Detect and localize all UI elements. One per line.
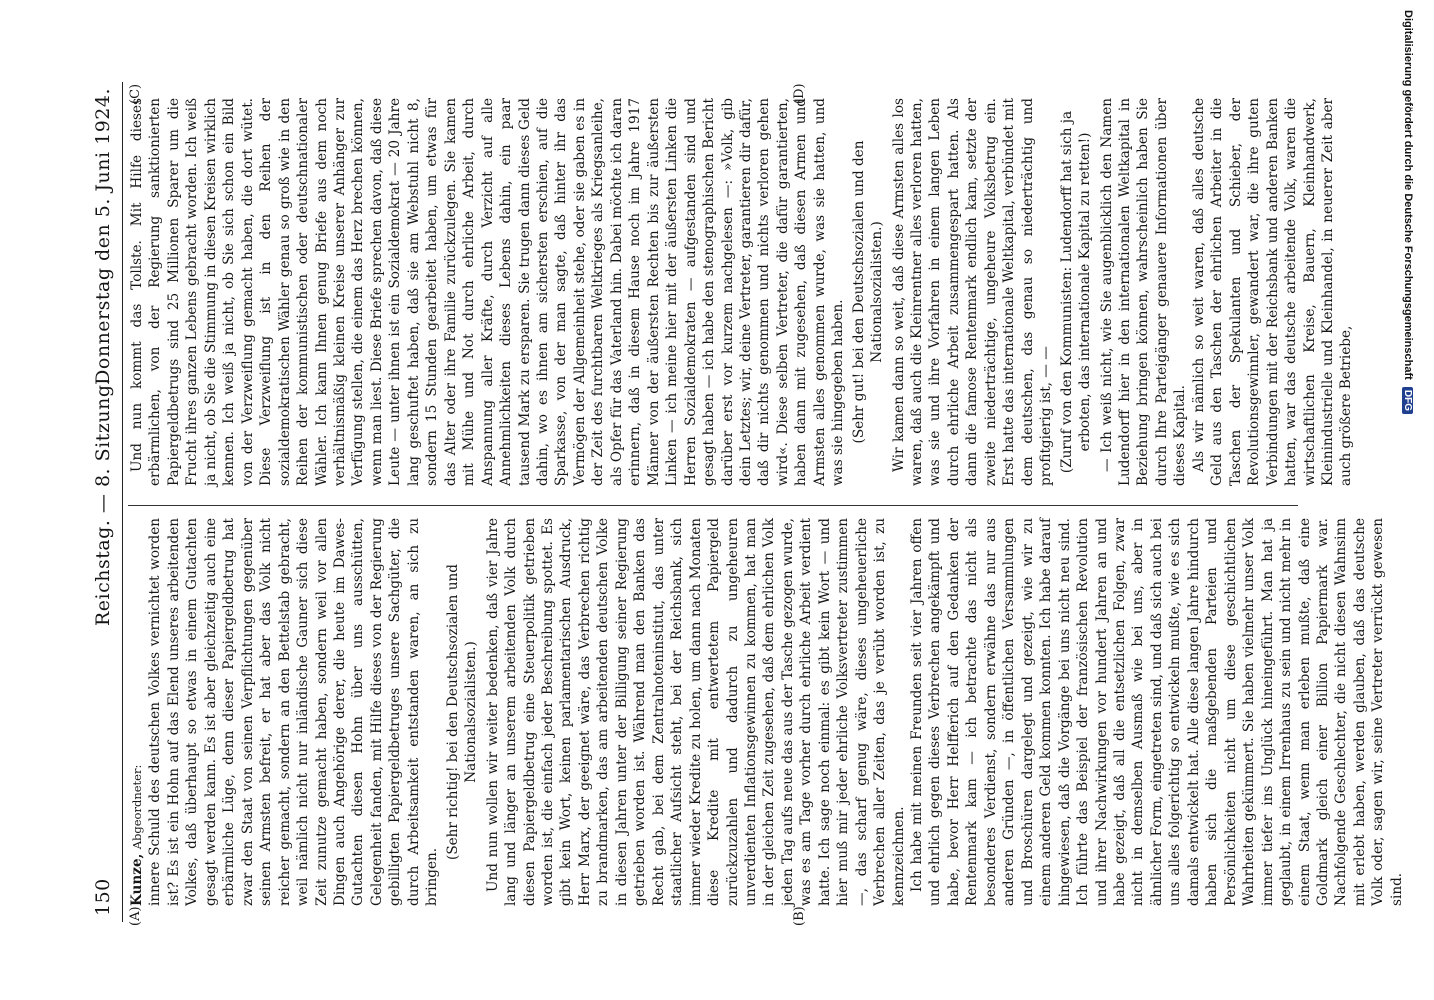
right-column <box>128 98 1355 486</box>
margin-letter-d: (D) <box>792 83 807 104</box>
header-rule <box>122 82 123 922</box>
paragraph: Wir kamen dann so weit, daß diese Armsten alles los waren, daß auch die Kleinrentner alles verloren hatten, was sie und ihre Vorfahren in einem langen Leben durch ehrliche Arbeit zusammengespart hatten. Als dann die famose Rentenmark endlich kam, setzte der zweite niederträchtige, ungeheure Volksbetrug ein. Erst hatte das internationale Weltkapital, verbündet mit dem deutschen, das genau so niederträchtig und profitgierig ist, — — <box>890 98 1055 486</box>
dfg-logo: DFG <box>1402 387 1413 414</box>
paragraph: Und nun kommt das Tollste. Mit Hilfe dieses erbärmlichen, von der Regierung sanktionierten Papiergeldbetrugs sind 25 Millionen Sparer um die Frucht ihres ganzen Lebens gebracht worden. Ich weiß ja nicht, ob Sie die Stimmung in diesen Kreisen wirklich kennen. Ich weiß ja nicht, ob Sie sich schon ein Bild von der Verzweiflung gemacht haben, die dort wütet. Diese Verzweiflung ist in den Reihen der sozialdemokratischen Wähler genau so groß wie in den Reihen der kommunistischen oder deutschnationaler Wähler. Ich kann Ihnen genug Briefe aus dem noch verhältnismäßig kleinen Kreise unserer Anhänger zur Verfügung stellen, die einem das Herz brechen können, wenn man liest. Diese Briefe sprechen davon, daß diese Leute — unter ihnen ist ein Sozialdemokrat — 20 Jahre lang geschuftet haben, daß sie am Webstuhl nicht 8, sondern 15 Stunden gearbeitet haben, um etwas für das Alter oder ihre Familie zurückzulegen. Sie kamen mit Mühe und Not durch ehrliche Arbeit, durch Anspannung aller Kräfte, durch Verzicht auf alle Annehmlichkeiten dieses Lebens dahin, ein paar tausend Mark zu ersparen. Sie trugen dann dieses Geld dahin, wo es ihnen am sichersten erschien, auf die Sparkasse, von der man sagte, daß hinter ihr das Vermögen der Allgemeinheit stehe, oder sie gaben es in der Zeit des furchtbaren Weltkrieges als Kriegsanleihe, als Opfer für das Vaterland hin. Dabei möchte ich daran erinnern, daß in diesem Hause noch im Jahre 1917 Männer von der äußersten Rechten bis zur äußersten Linken — ich meine hier mit der äußersten Linken die Herren Sozialdemokraten — aufgestanden sind und gesagt haben — ich habe den stenographischen Bericht darüber erst vor kurzem nachgelesen —: »Volk, gib dein Letztes; wir, deine Vertreter, garantieren dir dafür, daß dir nichts genommen und nichts verloren gehen wird«. Diese selben Vertreter, die dafür garantierten, haben dann mit zugesehen, daß diesen Armen und Armsten alles genommen wurde, was sie hatten, und was sie hingegeben haben. <box>129 98 847 486</box>
margin-letter-b: (B) <box>792 906 807 926</box>
speaker-line <box>128 518 146 906</box>
column-divider <box>128 505 1298 506</box>
rotated-newspaper-page <box>92 82 1405 926</box>
speaker-name: Kunze, <box>129 853 145 906</box>
left-column <box>128 518 1405 906</box>
interjection: (Sehr richtig! bei den Deutschsozialen und Nationalsozialisten.) <box>444 564 480 860</box>
session-title: Reichstag. — 8. Sitzung. <box>92 377 114 627</box>
paragraph: innere Schuld des deutschen Volkes vernichtet worden ist? Es ist ein Hohn auf das Elend unseres arbeitenden Volkes, daß überhaupt so etwas in einem Gutachten gesagt werden kann. Es ist aber gleichzeitig auch eine erbärmliche Lüge, denn dieser Papiergeldbetrug hat zwar den Staat von seinen Verpflichtungen gegenüber seinen Armsten befreit, er hat aber das Volk nicht reicher gemacht, sondern an den Bettelstab gebracht, weil nämlich nicht nur inländische Gauner sich diese Zeit zunutze gemacht haben, sondern weil vor allen Dingen auch Angehörige derer, die heute im Dawes-Gutachten diesen Hohn über uns ausschütten, Gelegenheit fanden, mit Hilfe dieses von der Regierung gebilligten Papiergeldbetruges unsere Sachgüter, die durch Arbeitsamkeit entstanden waren, an sich zu bringen. <box>147 518 441 906</box>
page-number: 150 <box>92 878 114 916</box>
session-date: Donnerstag den 5. Juni 1924. <box>92 88 114 385</box>
interjection: (Zuruf von den Kommunisten: Ludendorff hat sich ja erboten, das internationale Kapital zu retten!) <box>1058 110 1094 474</box>
paragraph: Ich habe mit meinen Freunden seit vier Jahren offen und ehrlich gegen dieses Verbrechen angekämpft und habe, bevor Herr Helfferich auf den Gedanken der Rentenmark kam — ich betrachte das nicht als besonderes Verdienst, sondern erwähne das nur aus anderen Gründen —, in öffentlichen Versammlungen und Broschüren dargelegt und gezeigt, wie wir zu einem anderen Geld kommen konnten. Ich habe darauf hingewiesen, daß die Vorgänge bei uns nicht neu sind. Ich führte das Beispiel der französischen Revolution und ihrer Nachwirkungen vor hundert Jahren an und habe gezeigt, daß all die entsetzlichen Folgen, zwar nicht in demselben Ausmaß wie bei uns, aber in ähnlicher Form, eingetreten sind, und daß sich auch bei uns alles folgerichtig so entwickeln mußte, wie es sich damals entwickelt hat. Alle diese langen Jahre hindurch haben sich die maßgebenden Parteien und Persönlichkeiten nicht um diese geschichtlichen Wahrheiten gekümmert. Sie haben vielmehr unser Volk immer tiefer ins Unglück hineingeführt. Man hat ja geglaubt, in einem Irrenhaus zu sein und nicht mehr in einem Staat, wenn man erleben mußte, daß eine Goldmark gleich einer Billion Papiermark war. Nachfolgende Geschlechter, die nicht diesen Wahnsinn mit erlebt haben, werden glauben, daß das deutsche Volk oder, sagen wir, seine Vertreter verrückt gewesen sind. <box>909 518 1405 906</box>
paragraph: — Ich weiß nicht, wie Sie augenblicklich den Namen Ludendorff hier in den internationalen Weltkapital in Beziehung bringen können, wahrscheinlich haben Sie durch Ihre Parteigänger genauere Informationen über dieses Kapital. <box>1098 98 1189 486</box>
digitization-credit <box>1392 10 1414 990</box>
margin-letter-a: (A) <box>128 906 143 926</box>
speaker-role: Abgeordneter: <box>130 764 144 850</box>
credit-text: Digitalisierung gefördert durch die Deutsche Forschungsgemeinschaft <box>1402 10 1414 380</box>
running-head <box>92 82 122 922</box>
margin-letter-c: (C) <box>128 83 143 104</box>
interjection: (Sehr gut! bei den Deutschsozialen und den Nationalsozialisten.) <box>850 140 886 444</box>
paragraph: Und nun wollen wir weiter bedenken, daß vier Jahre lang und länger an unserem arbeitenden Volk durch diesen Papiergeldbetrug eine Steuerpolitik getrieben worden ist, die einfach jeder Beschreibung spottet. Es gibt kein Wort, keinen parlamentarischen Ausdruck, Herr Marx, der geeignet wäre, das Verbrechen richtig zu brandmarken, das am arbeitenden deutschen Volke in diesen Jahren unter der Billigung seiner Regierung getrieben worden ist. Während man den Banken das Recht gab, bei dem Zentralnoteninstitut, das unter staatlicher Aufsicht steht, bei der Reichsbank, sich immer wieder Kredite zu holen, um dann nach Monaten diese Kredite mit entwertetem Papiergeld zurückzuzahlen und dadurch zu ungeheuren unverdienten Inflationsgewinnen zu kommen, hat man in der gleichen Zeit zugesehen, daß dem ehrlichen Volk jeden Tag aufs neue das aus der Tasche gezogen wurde, was es am Tage vorher durch ehrliche Arbeit verdient hatte. Ich sage noch einmal: es gibt kein Wort — und hier muß mir jeder ehrliche Volksvertreter zustimmen —, das scharf genug wäre, dieses ungeheuerliche Verbrechen aller Zeiten, das je verübt worden ist, zu kennzeichnen. <box>484 518 907 906</box>
paragraph: Als wir nämlich so weit waren, daß alles deutsche Geld aus den Taschen der ehrlichen Arbeiter in die Taschen der Spekulanten und Schieber, der Revolutionsgewinnler, gewandert war, die ihre guten Verbindungen mit der Reichsbank und anderen Banken hatten, war das deutsche arbeitende Volk, waren die wirtschaftlichen Kreise, Bauern, Kleinhandwerk, Kleinindustrielle und Kleinhandel, in neuerer Zeit aber auch größere Betriebe, <box>1190 98 1355 486</box>
